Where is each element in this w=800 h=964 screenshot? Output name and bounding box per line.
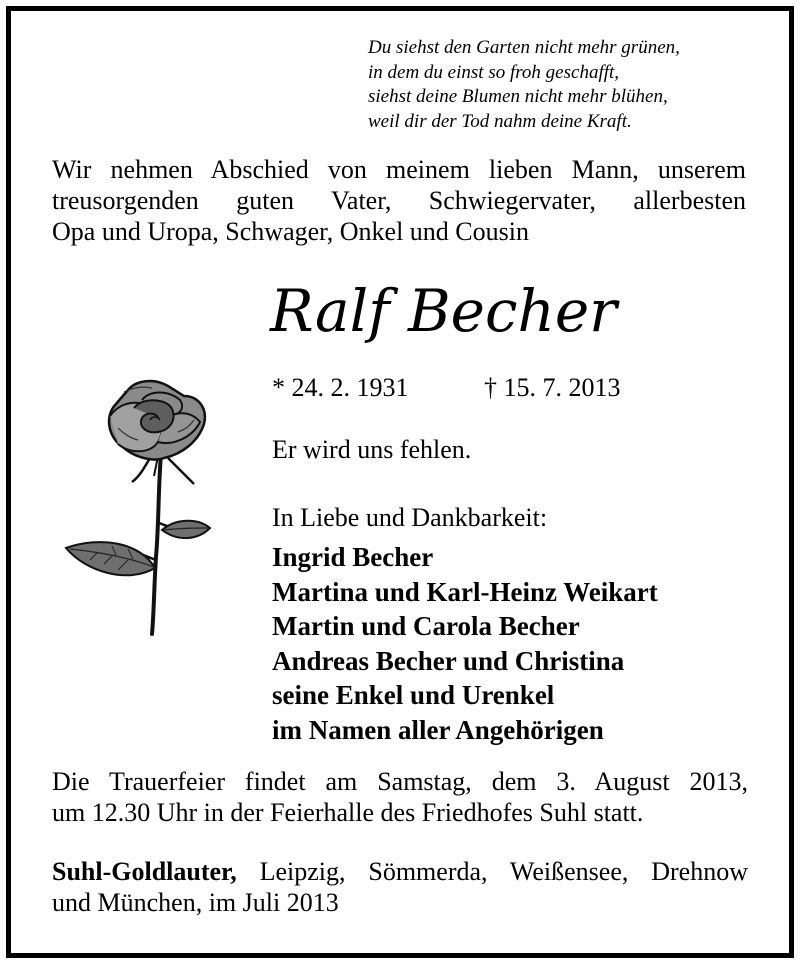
deceased-name: Ralf Becher bbox=[270, 277, 617, 345]
place-line: und München, im Juli 2013 bbox=[52, 888, 339, 917]
mourners-list bbox=[272, 540, 658, 747]
service-info bbox=[52, 766, 748, 828]
place-others: Leipzig, Sömmerda, Weißensee, Drehnow bbox=[236, 857, 748, 886]
mourner-name: Andreas Becher und Christina bbox=[272, 645, 625, 676]
mourner-name: seine Enkel und Urenkel bbox=[272, 680, 555, 710]
poem-line: siehst deine Blumen nicht mehr blühen, bbox=[368, 86, 668, 107]
service-line: um 12.30 Uhr in der Feierhalle des Friedhofes Suhl statt. bbox=[52, 798, 644, 827]
farewell-message: Er wird uns fehlen. bbox=[272, 435, 472, 464]
place-main: Suhl-Goldlauter, bbox=[52, 857, 237, 886]
mourner-name: Ingrid Becher bbox=[272, 542, 434, 572]
birth-date: * 24. 2. 1931 bbox=[272, 373, 409, 402]
poem bbox=[368, 36, 768, 134]
intro-line: Opa und Uropa, Schwager, Onkel und Cousin bbox=[52, 217, 529, 246]
poem-line: Du siehst den Garten nicht mehr grünen, bbox=[368, 37, 680, 58]
rose-icon bbox=[58, 372, 238, 642]
poem-line: in dem du einst so froh geschafft, bbox=[368, 61, 620, 83]
place-line bbox=[52, 856, 748, 887]
intro-line: treusorgenden guten Vater, Schwiegervater, allerbesten bbox=[52, 186, 746, 215]
mourner-name: im Namen aller Angehörigen bbox=[272, 714, 604, 745]
intro-text bbox=[52, 154, 746, 247]
service-line: Die Trauerfeier findet am Samstag, dem 3. August 2013, bbox=[52, 767, 748, 796]
place-and-date bbox=[52, 856, 748, 918]
intro-line: Wir nehmen Abschied von meinem lieben Mann, unserem bbox=[52, 155, 746, 184]
poem-line: weil dir der Tod nahm deine Kraft. bbox=[368, 110, 632, 132]
gratitude-line: In Liebe und Dankbarkeit: bbox=[272, 503, 548, 532]
death-date: † 15. 7. 2013 bbox=[484, 373, 621, 402]
mourner-name: Martin und Carola Becher bbox=[272, 611, 580, 641]
mourner-name: Martina und Karl-Heinz Weikart bbox=[272, 576, 658, 607]
